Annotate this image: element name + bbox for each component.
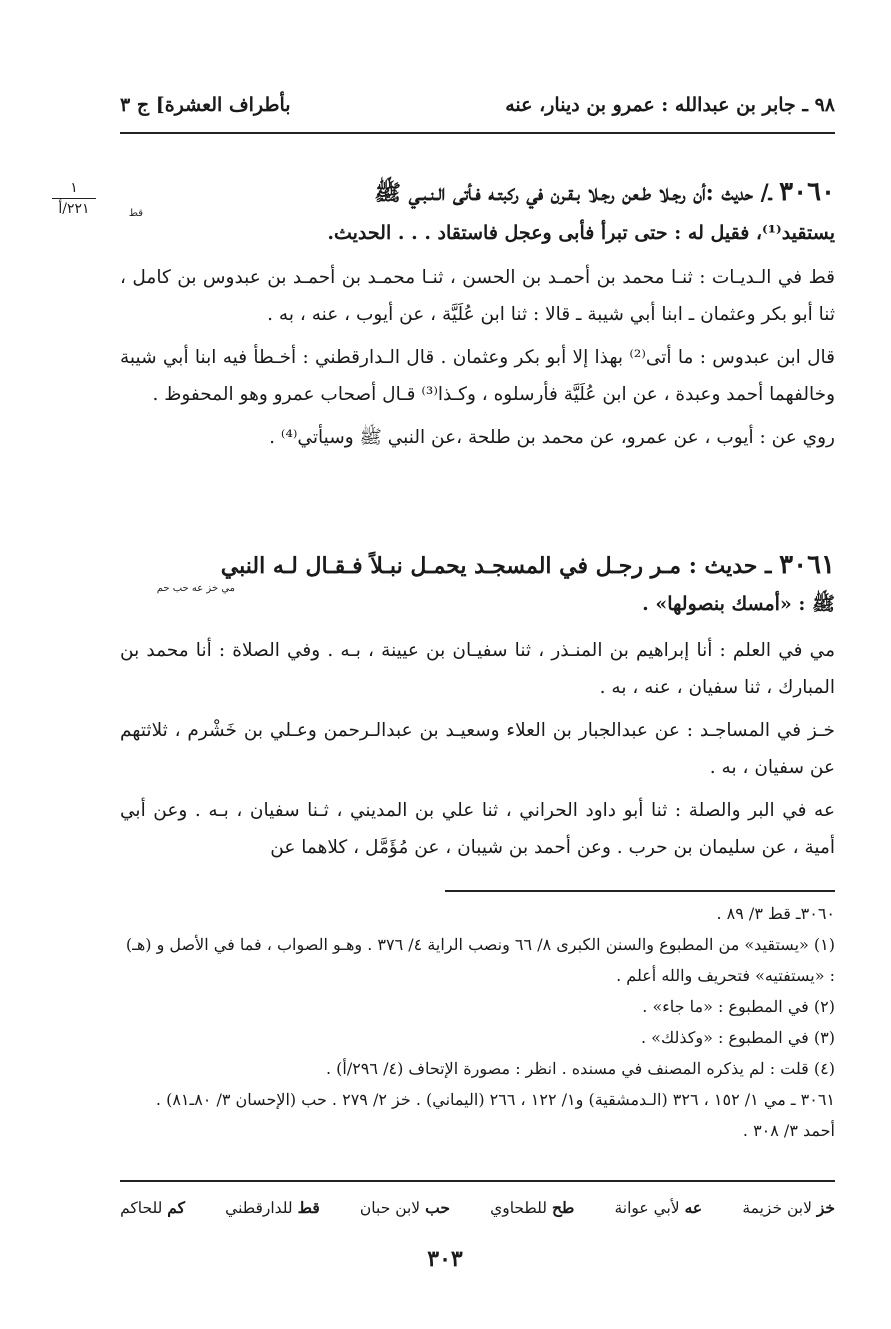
manuscript-folio-ref [52, 180, 96, 217]
header-left-title: بأطراف العشرة] ج ٣ [120, 94, 291, 116]
hadith-3060-number: ٣٠٦٠ [779, 177, 835, 207]
hadith-3060-para-3: روي عن : أيوب ، عن عمرو، عن محمد بن طلحة ،عن النبي ﷺ وسيأتي⁽⁴⁾ . [269, 427, 835, 448]
hadith-3061 [120, 545, 835, 872]
hadith-3061-title [120, 545, 835, 586]
hadith-3061-title-text: ـ حديث : مـر رجـل في المسجـد يحمـل نبـلاً فـقـال لـه النبي [220, 553, 772, 579]
header-rule [120, 132, 835, 134]
footnote-ref-3060: ٣٠٦٠ـ قط ٣/ ٨٩ . [716, 904, 835, 923]
abbrev-item: خز لابن خزيمة [742, 1197, 835, 1217]
hadith-3060-para-1: قط في الـديـات : ثنـا محمد بن أحمـد بن الحسن ، ثنـا محمـد بن أحمـد بن عبدوس بن كامل ، ثنا أبو بكر وعثمان ـ ابنا أبي شيبة ـ قالا : ثنا ابن عُلَيَّة ، عن أيوب ، عنه ، به . [120, 267, 835, 325]
hadith-3061-para-2: خـز في المساجـد : عن عبدالجبار بن العلاء وسعيـد بن عبدالـرحمن وعـلي بن خَشْرم ، ثلاثتهم عن سفيان ، به . [120, 720, 835, 778]
hadith-3060-title-text: ـ/ حديث :أن رجـلا طـعن رجـلا بـقـرن في ركبتـه فـأتى الـنـبـي ﷺ [374, 180, 772, 206]
hadith-3060-para-2: قال ابن عبدوس : ما أتى⁽²⁾ بهذا إلا أبو بكر وعثمان . قال الـدارقطني : أخـطأ فيه ابنا أبي شيبة وخالفهما أحمد وعبدة ، عن ابن عُلَيَّة فأرسلوه ، وكـذا⁽³⁾ قـال أصحاب عمرو وهو المحفوظ . [120, 347, 835, 405]
footnote-ref-3061: ٣٠٦١ ـ مي ١/ ١٥٢ ، ٣٢٦ (الـدمشقية) و١/ ١٢٢ ، ٢٦٦ (اليماني) . خز ٢/ ٢٧٩ . حب (الإحسان ٣/ ٨٠ـ٨١) . أحمد ٣/ ٣٠٨ . [155, 1090, 835, 1140]
hadith-3060-siglum: قط [128, 208, 143, 219]
abbrev-item: طح للطحاوي [490, 1197, 575, 1217]
footnotes [120, 898, 835, 1146]
hadith-3061-para-3: عه في البر والصلة : ثنا أبو داود الحراني ، ثنا علي بن المديني ، ثـنا سفيان ، بـه . وعن أبي أمية ، عن سليمان بن حرب . وعن أحمد بن شيبان ، عن مُؤَمَّل ، كلاهما عن [120, 800, 835, 858]
footnote-4: (٤) قلت : لم يذكره المصنف في مسنده . انظر : مصورة الإتحاف (٤/ ٢٩٦/أ) . [325, 1059, 835, 1078]
footnote-separator [445, 890, 835, 892]
abbreviation-key [120, 1190, 835, 1224]
hadith-3061-para-1: مي في العلم : أنا إبراهيم بن المنـذر ، ثنا سفيـان بن عيينة ، بـه . وفي الصلاة : أنا محمد بن المبارك ، ثنا سفيان ، عنه ، به . [120, 640, 835, 698]
hadith-3061-title-cont: ﷺ : «أمسك بنصولها» . [642, 593, 835, 615]
page-number: ٣٠٣ [427, 1246, 463, 1272]
hadith-3061-sigla: مي خز عه حب حم [156, 583, 235, 594]
folio-bottom: ٢٢١/أ [58, 201, 90, 217]
running-header [120, 88, 835, 122]
footnote-1: (١) «يستقيد» من المطبوع والسنن الكبرى ٨/ ٦٦ ونصب الراية ٤/ ٣٧٦ . وهـو الصواب ، فما في الأصل و (هـ) : «يستفتيه» فتحريف والله أعلم . [125, 935, 835, 985]
footnote-3: (٣) في المطبوع : «وكذلك» . [641, 1028, 835, 1047]
abbrev-rule [120, 1180, 835, 1182]
abbrev-item: كم للحاكم [120, 1197, 185, 1217]
folio-top: ١ [70, 180, 78, 196]
folio-divider [52, 198, 96, 199]
header-right-title: ٩٨ ـ جابر بن عبدالله : عمرو بن دينار، عنه [505, 94, 835, 116]
abbrev-item: عه لأبي عوانة [614, 1197, 703, 1217]
hadith-3061-number: ٣٠٦١ [779, 550, 835, 580]
abbrev-item: قط للدارقطني [225, 1197, 320, 1217]
footnote-2: (٢) في المطبوع : «ما جاء» . [642, 997, 835, 1016]
hadith-3060 [120, 172, 835, 462]
hadith-3060-title [120, 172, 835, 213]
hadith-3060-title-cont: يستقيد⁽¹⁾، فقيل له : حتى تبرأ فأبى وعجل فاستقاد . . . الحديث. [327, 222, 835, 244]
abbrev-item: حب لابن حبان [359, 1197, 450, 1217]
